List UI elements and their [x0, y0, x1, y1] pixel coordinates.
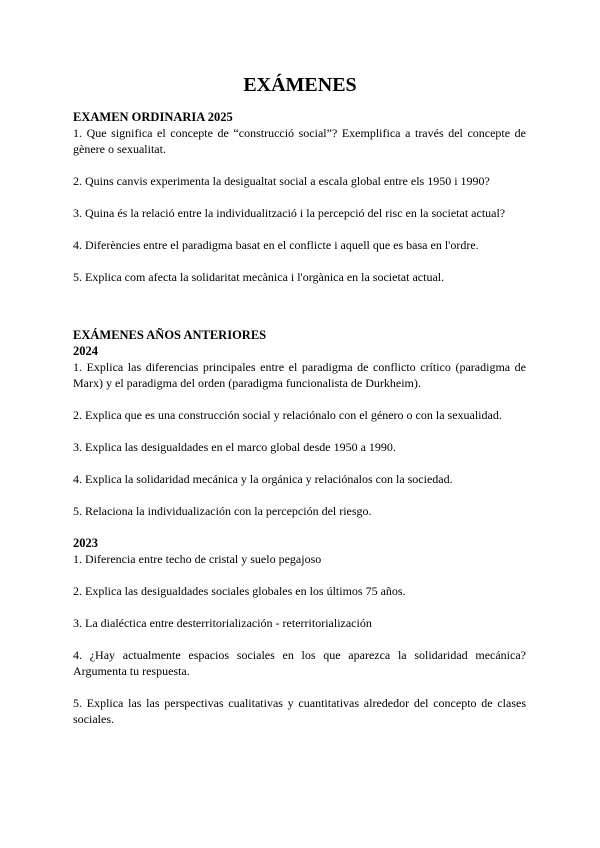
question-2024-1: 1. Explica las diferencias principales entre el paradigma de conflicto crítico (paradigma de Marx) y el paradigma del orden (paradigma funcionalista de Durkheim). — [73, 360, 526, 390]
question-2023-1: 1. Diferencia entre techo de cristal y suelo pegajoso — [73, 552, 322, 566]
question-2024-5: 5. Relaciona la individualización con la percepción del riesgo. — [73, 504, 372, 518]
section-heading-anteriores: EXÁMENES AÑOS ANTERIORES — [73, 328, 267, 342]
question-2025-2: 2. Quins canvis experimenta la desigualtat social a escala global entre els 1950 i 1990? — [73, 174, 490, 188]
question-2023-5: 5. Explica las las perspectivas cualitativas y cuantitativas alrededor del concepto de clases sociales. — [73, 696, 526, 726]
year-heading-2024: 2024 — [73, 344, 98, 358]
question-2023-2: 2. Explica las desigualdades sociales globales en los últimos 75 años. — [73, 584, 406, 598]
page-title: EXÁMENES — [243, 74, 357, 96]
question-2025-4: 4. Diferències entre el paradigma basat en el conflicte i aquell que es basa en l'ordre. — [73, 238, 479, 252]
question-2024-4: 4. Explica la solidaridad mecánica y la orgánica y relaciónalos con la sociedad. — [73, 472, 453, 486]
question-2025-1: 1. Que significa el concepte de “construcció social”? Exemplifica a través del concepte de gènere o sexualitat. — [73, 126, 526, 156]
question-2025-3: 3. Quina és la relació entre la individualització i la percepció del risc en la societat actual? — [73, 206, 506, 220]
question-2023-3: 3. La dialéctica entre desterritorialización - reterritorialización — [73, 616, 372, 630]
question-2024-3: 3. Explica las desigualdades en el marco global desde 1950 a 1990. — [73, 440, 396, 454]
question-2024-2: 2. Explica que es una construcción social y relaciónalo con el género o con la sexualidad. — [73, 408, 502, 422]
document-content — [73, 109, 526, 743]
question-2023-4: 4. ¿Hay actualmente espacios sociales en los que aparezca la solidaridad mecánica? Argumenta tu respuesta. — [73, 648, 526, 678]
year-heading-2023: 2023 — [73, 536, 98, 550]
question-2025-5: 5. Explica com afecta la solidaritat mecànica i l'orgànica en la societat actual. — [73, 270, 445, 284]
section-heading-ordinaria: EXAMEN ORDINARIA 2025 — [73, 110, 233, 124]
